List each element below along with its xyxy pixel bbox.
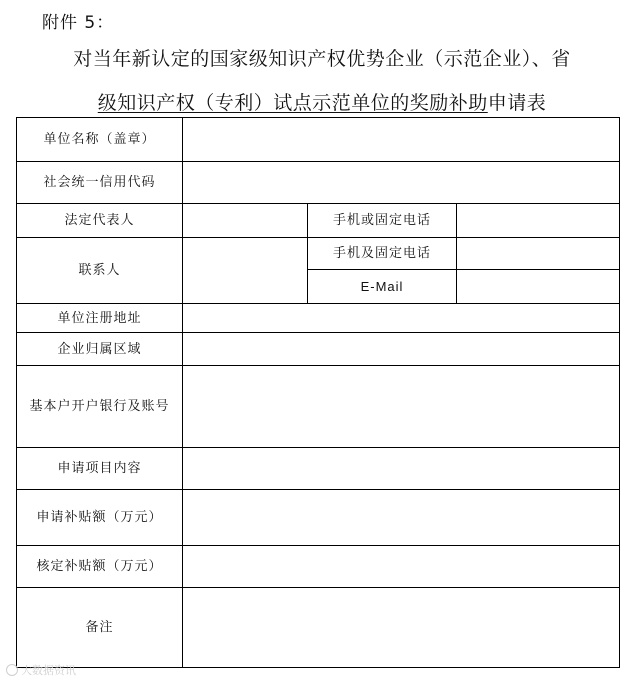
apply-amount-field[interactable]: [183, 490, 620, 546]
bank-label: 基本户开户银行及账号: [17, 366, 183, 448]
bank-field[interactable]: [183, 366, 620, 448]
row-unit-name: [17, 118, 620, 162]
region-label: 企业归属区域: [17, 333, 183, 366]
form-title-line-2: [0, 88, 644, 115]
credit-code-label: 社会统一信用代码: [17, 162, 183, 204]
phone2-label: 手机及固定电话: [308, 238, 457, 270]
email-label: E-Mail: [308, 270, 457, 304]
row-bank: [17, 366, 620, 448]
row-credit-code: [17, 162, 620, 204]
form-title-rest: 申请表: [487, 92, 547, 114]
project-field[interactable]: [183, 448, 620, 490]
phone1-label: 手机或固定电话: [308, 204, 457, 238]
unit-name-label: 单位名称（盖章）: [17, 118, 183, 162]
remarks-label: 备注: [17, 588, 183, 668]
address-field[interactable]: [183, 304, 620, 333]
approved-amount-label: 核定补贴额（万元）: [17, 546, 183, 588]
row-project: [17, 448, 620, 490]
watermark: [6, 662, 76, 678]
contact-label: 联系人: [17, 238, 183, 304]
email-field[interactable]: [457, 270, 620, 304]
form-title-line-1: 对当年新认定的国家级知识产权优势企业（示范企业）、省: [73, 48, 571, 70]
form-title-underlined-part: 级知识产权（专利）试点示范单位的奖励补助: [97, 92, 488, 114]
row-remarks: [17, 588, 620, 668]
row-apply-amount: [17, 490, 620, 546]
watermark-text: 大数据资讯: [21, 664, 76, 677]
credit-code-field[interactable]: [183, 162, 620, 204]
watermark-logo-icon: [6, 664, 18, 676]
legal-rep-label: 法定代表人: [17, 204, 183, 238]
phone1-field[interactable]: [457, 204, 620, 238]
address-label: 单位注册地址: [17, 304, 183, 333]
application-form-table: [16, 117, 620, 668]
phone2-field[interactable]: [457, 238, 620, 270]
row-approved-amount: [17, 546, 620, 588]
remarks-field[interactable]: [183, 588, 620, 668]
approved-amount-field[interactable]: [183, 546, 620, 588]
row-address: [17, 304, 620, 333]
unit-name-field[interactable]: [183, 118, 620, 162]
project-label: 申请项目内容: [17, 448, 183, 490]
row-region: [17, 333, 620, 366]
contact-field[interactable]: [183, 238, 308, 304]
apply-amount-label: 申请补贴额（万元）: [17, 490, 183, 546]
row-contact: [17, 238, 620, 270]
row-legal-rep: [17, 204, 620, 238]
attachment-label: 附件 5：: [42, 13, 115, 33]
region-field[interactable]: [183, 333, 620, 366]
legal-rep-field[interactable]: [183, 204, 308, 238]
